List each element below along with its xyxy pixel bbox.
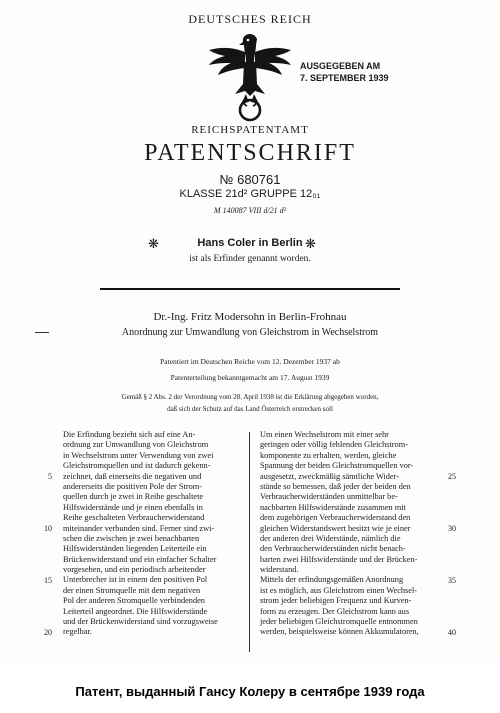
text-line: gleichen Widerstandswert besitzt wie je einer: [260, 523, 411, 533]
text-line: dem zugehörigen Verbraucherwiderstand den: [260, 513, 411, 523]
line-number: 15: [44, 576, 52, 585]
text-line: in Wechselstrom unter Verwendung von zwei: [63, 450, 214, 460]
patent-date-line: Patentiert im Deutschen Reiche vom 12. Dezember 1937 ab: [160, 357, 340, 366]
text-line: der einen Stromquelle mit dem negativen: [63, 585, 201, 595]
text-line: und der Brückenwiderstand sind vorzugsweise: [63, 617, 218, 627]
text-line: Hilfswiderstände und je einen ebenfalls in: [63, 502, 203, 512]
text-line: ordnung zur Umwandlung von Gleichstrom: [63, 440, 209, 450]
eagle-emblem-icon: [205, 30, 295, 122]
line-number: 5: [48, 472, 52, 481]
text-line: stände so bemessen, daß jeder der beiden den: [260, 481, 411, 491]
line-number: 35: [448, 576, 456, 585]
text-line: miteinander verbunden sind. Ferner sind zwi-: [63, 523, 215, 533]
text-line: nachbarten Hilfswiderstände zusammen mit: [260, 502, 406, 512]
right-text-column: [260, 430, 440, 638]
text-line: geringen oder völlig fehlenden Gleichstrom-: [260, 440, 408, 450]
text-line: werden, beispielsweise können Akkumulatoren,: [260, 627, 419, 637]
text-line: Brückenwiderstand und ein einfacher Schalter: [63, 554, 217, 564]
text-line: schen die zwischen je zwei benachbarten: [63, 533, 200, 543]
line-number: 20: [44, 628, 52, 637]
line-number: 30: [448, 524, 456, 533]
issued-label: AUSGEGEBEN AM: [300, 61, 381, 71]
left-text-column: [63, 430, 243, 638]
line-number: 25: [448, 472, 456, 481]
text-line: barten zwei Hilfswiderstände und der Brücken-: [260, 554, 418, 564]
patent-number: № 680761: [219, 172, 281, 187]
asterisk-ornament-icon: ❋: [148, 236, 159, 251]
line-number: 40: [448, 628, 456, 637]
country-heading: DEUTSCHES REICH: [188, 12, 312, 26]
text-line: jeder beliebigen Gleichstromquelle entnommen: [260, 617, 418, 627]
file-reference: M 140087 VIII d/21 d²: [213, 206, 287, 215]
decree-line: daß sich der Schutz auf das Land Österreich erstrecken soll: [167, 405, 333, 413]
inventor-name: Hans Coler in Berlin: [197, 237, 303, 249]
inventor-note: ist als Erfinder genannt worden.: [189, 254, 311, 264]
text-line: Gleichstromquellen und ist dadurch gekenn-: [63, 461, 211, 471]
text-line: Hilfswiderständen liegenden Leiterteile ein: [63, 544, 207, 554]
patent-office: REICHSPATENTAMT: [191, 124, 309, 136]
decree-line: Gemäß § 2 Abs. 2 der Verordnung vom 28. April 1938 ist die Erklärung abgegeben worden,: [121, 393, 379, 401]
text-line: komponente zu erhalten, werden, gleiche: [260, 450, 397, 460]
text-line: Unterbrecher ist in einem den positiven Pol: [63, 575, 208, 585]
grant-date-line: Patenterteilung bekanntgemacht am 17. August 1939: [170, 373, 330, 382]
text-line: Mittels der erfindungsgemäßen Anordnung: [260, 575, 404, 585]
patent-subject: Anordnung zur Umwandlung von Gleichstrom in Wechselstrom: [121, 327, 379, 338]
patent-owner: Dr.-Ing. Fritz Modersohn in Berlin-Frohnau: [153, 311, 347, 323]
text-line: der anderen drei Widerstände, nämlich die: [260, 533, 401, 543]
patent-class: KLASSE 21d² GRUPPE 12₀₁: [179, 188, 321, 200]
text-line: Spannung der beiden Gleichstromquellen vor-: [260, 461, 414, 471]
text-line: form zu erzeugen. Der Gleichstrom kann aus: [260, 606, 410, 616]
text-line: zeichnet, daß einerseits die negativen und: [63, 471, 202, 481]
asterisk-ornament-icon: ❋: [305, 236, 316, 251]
text-line: Pol der anderen Stromquelle verbindenden: [63, 596, 205, 606]
issued-date: 7. SEPTEMBER 1939: [300, 73, 389, 83]
text-line: Um einen Wechselstrom mit einer sehr: [260, 430, 389, 439]
text-line: quellen durch je zwei in Reihe geschaltete: [63, 492, 204, 502]
document-title: PATENTSCHRIFT: [144, 140, 356, 166]
issue-date-block: [300, 60, 389, 84]
text-line: Die Erfindung bezieht sich auf eine An-: [63, 430, 196, 439]
text-line: Reihe geschalteten Verbraucherwiderstand: [63, 513, 205, 523]
column-divider: [249, 432, 250, 652]
text-line: strom jeder beliebigen Frequenz und Kurven-: [260, 596, 412, 606]
text-line: Verbraucherwiderständen unmittelbar be-: [260, 492, 398, 502]
text-line: regelbar.: [63, 627, 92, 637]
image-caption: Патент, выданный Гансу Колеру в сентябре 1939 года: [75, 684, 425, 699]
text-line: ist es möglich, aus Gleichstrom einen Wechsel-: [260, 585, 418, 595]
section-divider: [100, 288, 400, 290]
text-line: widerstand.: [260, 565, 299, 575]
text-line: andererseits die positiven Pole der Strom-: [63, 481, 202, 491]
line-number: 10: [44, 524, 52, 533]
text-line: vorgesehen, und ein periodisch arbeitender: [63, 565, 206, 575]
text-line: Leiterteil angeordnet. Die Hilfswiderstände: [63, 606, 208, 616]
text-line: den Verbraucherwiderständen nicht benach-: [260, 544, 406, 554]
text-line: ausgesetzt, zweckmäßig sämtliche Wider-: [260, 471, 399, 481]
